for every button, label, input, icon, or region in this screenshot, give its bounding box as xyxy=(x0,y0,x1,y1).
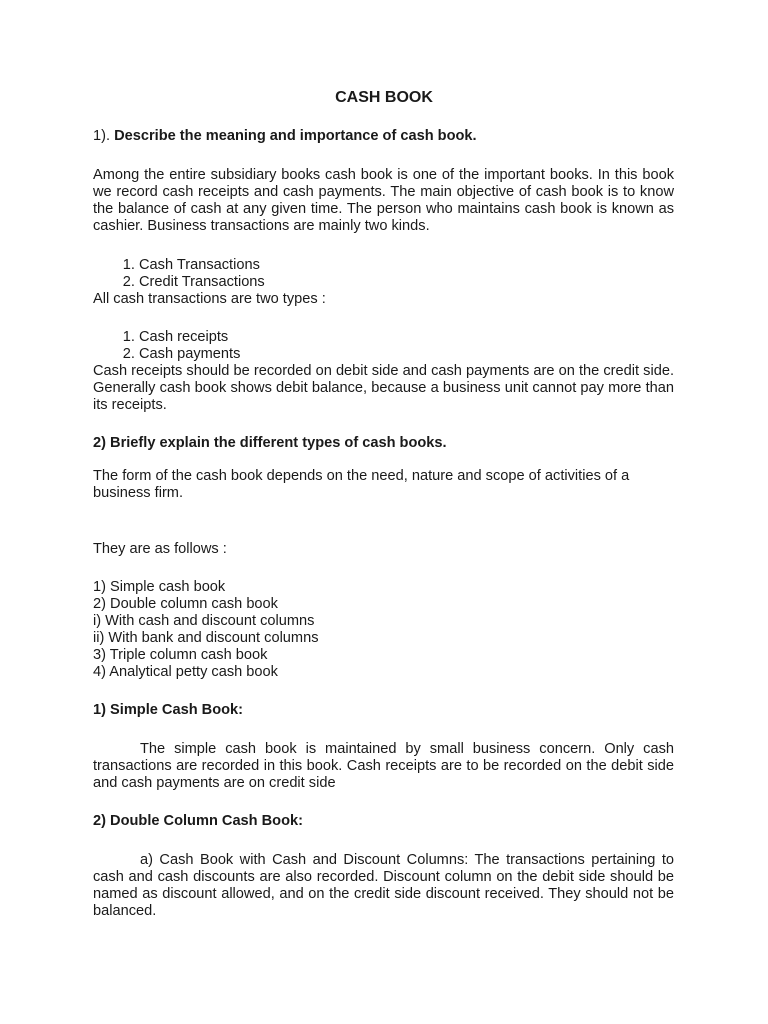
cash-book-types-list xyxy=(93,579,674,681)
cash-types-list xyxy=(93,329,674,414)
simple-cash-book-paragraph: The simple cash book is maintained by small business concern. Only cash transactions are recorded in this book. Cash receipts are to be recorded on the debit side and cash payments are on credit side xyxy=(93,741,674,791)
question-2-paragraph: The form of the cash book depends on the need, nature and scope of activities of a business firm. xyxy=(93,468,630,501)
double-column-heading: 2) Double Column Cash Book: xyxy=(93,813,303,829)
question-1-paragraph: Among the entire subsidiary books cash book is one of the important books. In this book we record cash receipts and cash payments. The main objective of cash book is to know the balance of cash at any given time. The person who maintains cash book is known as cashier. Business transactions are mainly two kinds. xyxy=(93,167,674,234)
simple-cash-book-heading: 1) Simple Cash Book: xyxy=(93,702,244,718)
question-1-heading xyxy=(93,128,674,145)
question-1-prefix: 1). xyxy=(93,128,115,144)
transaction-kinds-list xyxy=(93,257,674,308)
question-2-follows: They are as follows : xyxy=(93,541,227,557)
list-item: 3) Triple column cash book xyxy=(93,647,268,663)
list-item: 1. Cash receipts xyxy=(139,329,674,346)
types-intro: All cash transactions are two types : xyxy=(93,291,326,307)
list-item: 2) Double column cash book xyxy=(93,596,278,612)
list-item: 4) Analytical petty cash book xyxy=(93,664,278,680)
list-item: 1) Simple cash book xyxy=(93,579,226,595)
list-item: i) With cash and discount columns xyxy=(93,613,315,629)
question-1-heading-text: Describe the meaning and importance of cash book. xyxy=(114,128,477,144)
double-column-paragraph: a) Cash Book with Cash and Discount Columns: The transactions pertaining to cash and cash discounts are also recorded. Discount column on the debit side should be named as discount allowed, and on the credit side discount received. They should not be balanced. xyxy=(93,852,674,919)
list-item: 2. Credit Transactions xyxy=(139,274,674,291)
page-title: CASH BOOK xyxy=(335,89,433,106)
question-2-heading: 2) Briefly explain the different types of cash books. xyxy=(93,435,447,451)
list-item: ii) With bank and discount columns xyxy=(93,630,319,646)
list-item: 2. Cash payments xyxy=(139,346,674,363)
list-item: 1. Cash Transactions xyxy=(139,257,674,274)
question-1-closing: Cash receipts should be recorded on debit side and cash payments are on the credit side. Generally cash book shows debit balance, because a business unit cannot pay more than its receipts. xyxy=(93,363,674,413)
